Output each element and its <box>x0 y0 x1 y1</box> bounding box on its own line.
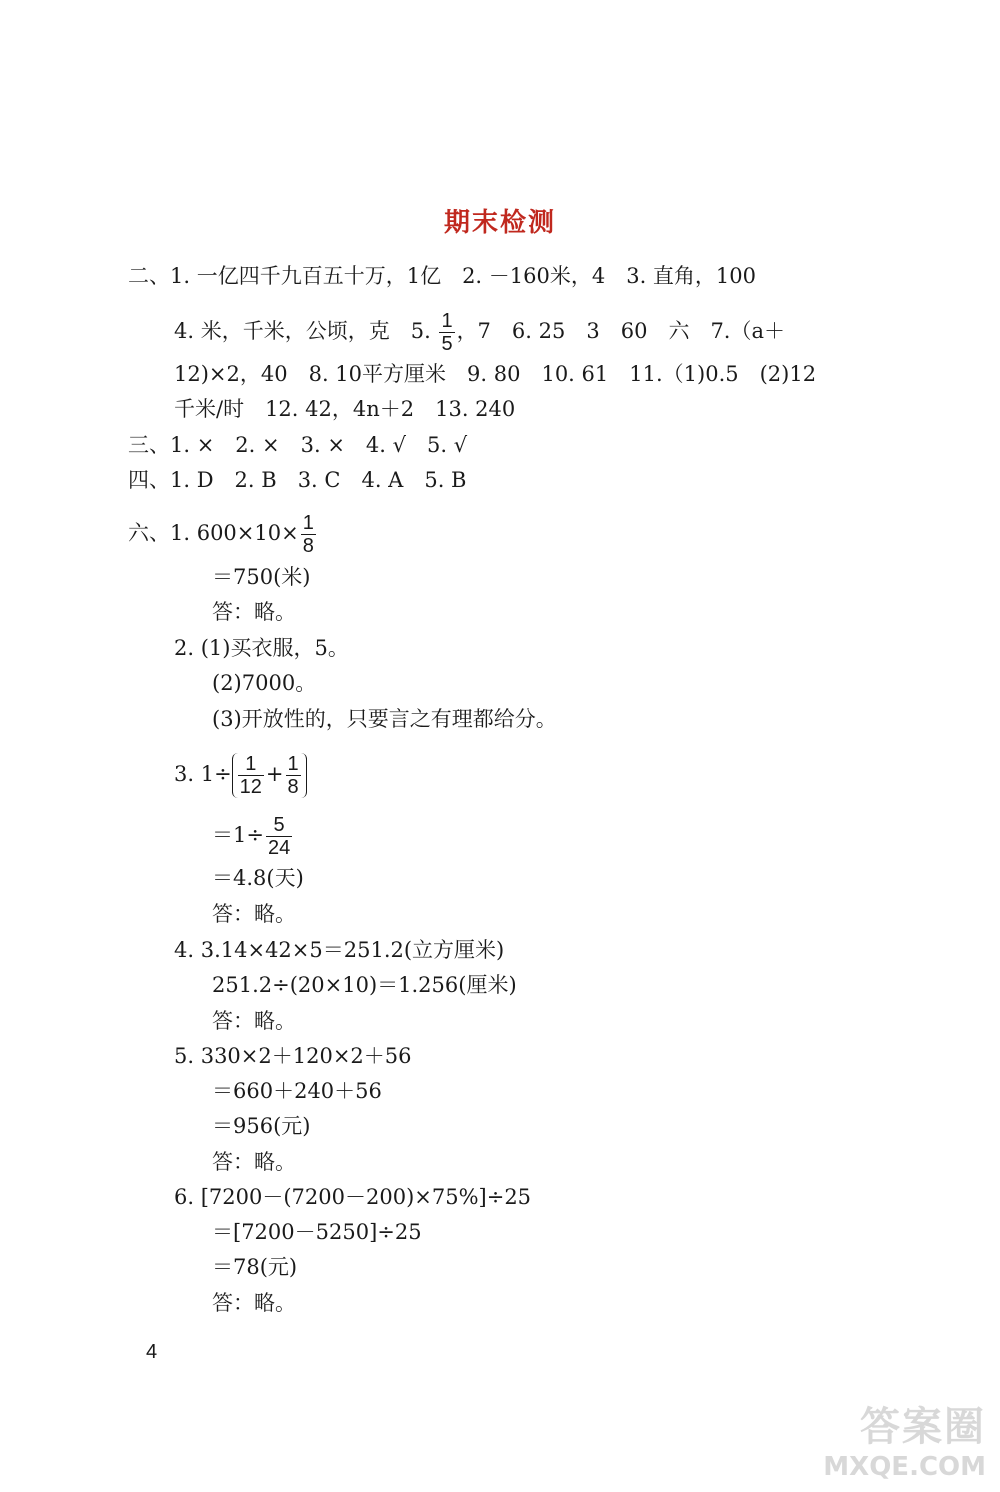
answer-line: 2. (1)买衣服，5。 <box>174 636 349 660</box>
answer-text: ，7 6. 25 3 60 六 7.（a＋ <box>456 319 785 343</box>
fraction-numerator: 5 <box>273 814 285 836</box>
answer-line: 三、1. × 2. × 3. × 4. √ 5. √ <box>128 433 468 457</box>
fraction <box>266 814 292 859</box>
fraction-numerator: 1 <box>302 512 314 534</box>
fraction-denominator: 8 <box>287 776 299 798</box>
answer-text: 六、1. 600×10× <box>128 521 299 545</box>
answer-line: 二、1. 一亿四千九百五十万，1亿 2. －160米，4 3. 直角，100 <box>128 264 757 288</box>
fraction-numerator: 1 <box>441 310 453 332</box>
watermark-logo: 答案圈 <box>860 1404 986 1450</box>
answer-line <box>128 512 318 557</box>
fraction-denominator: 8 <box>302 535 314 557</box>
answer-text: 3. 1÷ <box>174 762 232 786</box>
answer-line: 答：略。 <box>212 1291 296 1315</box>
answer-line: 答：略。 <box>212 1009 296 1033</box>
answer-line: 四、1. D 2. B 3. C 4. A 5. B <box>128 468 467 492</box>
answer-line: ＝4.8(天) <box>212 866 304 890</box>
answer-line: (2)7000。 <box>212 671 317 695</box>
answer-line: 12)×2，40 8. 10平方厘米 9. 80 10. 61 11.（1)0.5 (2)12 <box>174 362 817 386</box>
answer-line: 千米/时 12. 42，4n＋2 13. 240 <box>174 397 516 421</box>
fraction-denominator: 12 <box>239 776 262 798</box>
answer-line <box>212 814 294 859</box>
watermark <box>823 1395 986 1482</box>
answer-line: ＝750(米) <box>212 565 311 589</box>
answer-text: 4. 米，千米，公顷，克 5. <box>174 319 438 343</box>
answer-line: 6. [7200－(7200－200)×75%]÷25 <box>174 1185 532 1209</box>
fraction <box>286 753 301 798</box>
answer-line: 答：略。 <box>212 1150 296 1174</box>
answer-line: 答：略。 <box>212 902 296 926</box>
plus-sign: + <box>265 762 284 786</box>
fraction-denominator: 24 <box>267 837 291 859</box>
answer-line: ＝660＋240＋56 <box>212 1079 382 1103</box>
answer-line <box>174 753 307 798</box>
answer-line: ＝78(元) <box>212 1255 298 1279</box>
fraction <box>238 753 264 798</box>
page-number: 4 <box>146 1341 158 1363</box>
answer-line: 4. 3.14×42×5＝251.2(立方厘米) <box>174 938 505 962</box>
page-title: 期末检测 <box>443 208 556 238</box>
answer-line <box>174 310 785 355</box>
answer-line: ＝956(元) <box>212 1114 311 1138</box>
answer-line: 251.2÷(20×10)＝1.256(厘米) <box>212 973 517 997</box>
fraction-numerator: 1 <box>287 753 299 775</box>
parenthesis-group <box>232 753 307 798</box>
fraction <box>439 310 454 355</box>
fraction <box>301 512 316 557</box>
answer-line: 答：略。 <box>212 600 296 624</box>
fraction-denominator: 5 <box>441 333 453 355</box>
answer-line: (3)开放性的，只要言之有理都给分。 <box>212 707 557 731</box>
watermark-url: MXQE.COM <box>823 1452 986 1482</box>
fraction-numerator: 1 <box>245 753 257 775</box>
answer-line: ＝[7200－5250]÷25 <box>212 1220 422 1244</box>
answer-line: 5. 330×2＋120×2＋56 <box>174 1044 412 1068</box>
answer-text: ＝1÷ <box>212 823 264 847</box>
